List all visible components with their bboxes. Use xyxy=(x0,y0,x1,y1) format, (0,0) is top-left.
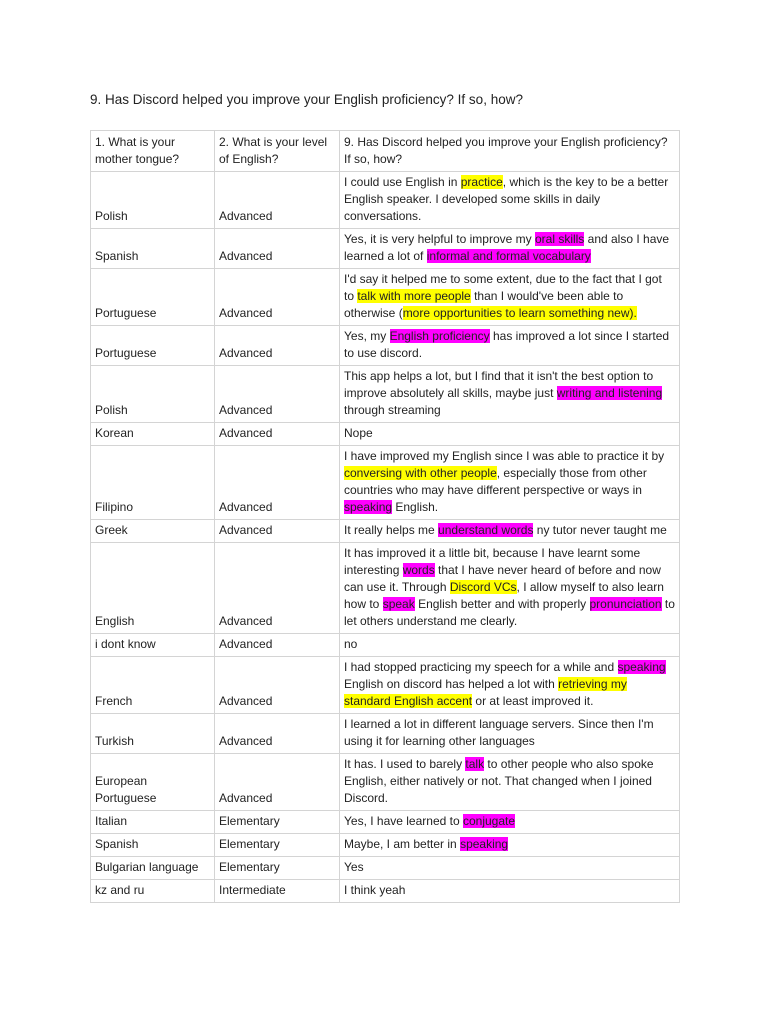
highlight-magenta: writing and listening xyxy=(556,386,663,400)
table-row xyxy=(91,366,680,423)
table-row xyxy=(91,229,680,269)
answer-text: , especially those from other countries who may have different perspective or ways in xyxy=(344,466,647,497)
table-row xyxy=(91,446,680,520)
answer-cell xyxy=(340,543,680,634)
table-row xyxy=(91,811,680,834)
survey-table-body xyxy=(91,131,680,903)
highlight-yellow: more opportunities to learn something new). xyxy=(402,306,637,320)
answer-text: I think yeah xyxy=(344,883,406,897)
highlight-magenta: conjugate xyxy=(462,814,516,828)
answer-cell xyxy=(340,423,680,446)
answer-text: has improved a lot since I started to use discord. xyxy=(344,329,670,360)
answer-text: to other people who also spoke English, either natively or not. That changed when I joined Discord. xyxy=(344,757,654,805)
header-discord-question: 9. Has Discord helped you improve your English proficiency? If so, how? xyxy=(340,131,680,172)
answer-text: than I would've been able to otherwise ( xyxy=(344,289,624,320)
mother-tongue-cell: Turkish xyxy=(91,714,215,754)
english-level-cell: Elementary xyxy=(215,834,340,857)
highlight-magenta: talk xyxy=(465,757,485,771)
page-title: 9. Has Discord helped you improve your English proficiency? If so, how? xyxy=(90,92,523,107)
mother-tongue-cell: European Portuguese xyxy=(91,754,215,811)
highlight-yellow: retrieving my standard English accent xyxy=(344,677,627,708)
answer-text: Yes, it is very helpful to improve my xyxy=(344,232,535,246)
english-level-cell: Advanced xyxy=(215,657,340,714)
answer-text: Maybe, I am better in xyxy=(344,837,461,851)
answer-text: I'd say it helped me to some extent, due to the fact that I got to xyxy=(344,272,662,303)
answer-text: and also I have learned a lot of xyxy=(344,232,670,263)
answer-cell xyxy=(340,811,680,834)
answer-text: Yes xyxy=(344,860,364,874)
answer-cell xyxy=(340,229,680,269)
english-level-cell: Advanced xyxy=(215,634,340,657)
table-row xyxy=(91,423,680,446)
answer-text: English better and with properly xyxy=(414,597,590,611)
highlight-magenta: speak xyxy=(382,597,415,611)
answer-cell xyxy=(340,446,680,520)
highlight-magenta: words xyxy=(402,563,435,577)
table-row xyxy=(91,172,680,229)
answer-text: Yes, my xyxy=(344,329,390,343)
english-level-cell: Advanced xyxy=(215,172,340,229)
mother-tongue-cell: Portuguese xyxy=(91,269,215,326)
mother-tongue-cell: Italian xyxy=(91,811,215,834)
table-row xyxy=(91,754,680,811)
answer-cell xyxy=(340,269,680,326)
highlight-magenta: informal and formal vocabulary xyxy=(426,249,591,263)
english-level-cell: Advanced xyxy=(215,754,340,811)
english-level-cell: Elementary xyxy=(215,811,340,834)
answer-text: through streaming xyxy=(344,403,441,417)
answer-text: or at least improved it. xyxy=(472,694,594,708)
mother-tongue-cell: Filipino xyxy=(91,446,215,520)
highlight-yellow: practice xyxy=(460,175,503,189)
answer-cell xyxy=(340,857,680,880)
highlight-magenta: speaking xyxy=(460,837,509,851)
english-level-cell: Advanced xyxy=(215,269,340,326)
english-level-cell: Advanced xyxy=(215,520,340,543)
mother-tongue-cell: English xyxy=(91,543,215,634)
highlight-yellow: conversing with other people xyxy=(344,466,497,480)
answer-text: It really helps me xyxy=(344,523,439,537)
highlight-magenta: speaking xyxy=(344,500,393,514)
mother-tongue-cell: French xyxy=(91,657,215,714)
answer-cell xyxy=(340,880,680,903)
header-english-level: 2. What is your level of English? xyxy=(215,131,340,172)
answer-text: It has improved it a little bit, because I have learnt some interesting xyxy=(344,546,641,577)
answer-text: English on discord has helped a lot with xyxy=(344,677,559,691)
highlight-magenta: understand words xyxy=(438,523,534,537)
answer-text: ny tutor never taught me xyxy=(533,523,667,537)
header-mother-tongue: 1. What is your mother tongue? xyxy=(91,131,215,172)
table-row xyxy=(91,857,680,880)
mother-tongue-cell: Portuguese xyxy=(91,326,215,366)
answer-text: Nope xyxy=(344,426,373,440)
table-row xyxy=(91,880,680,903)
mother-tongue-cell: i dont know xyxy=(91,634,215,657)
answer-text: I could use English in xyxy=(344,175,461,189)
answer-text: that I have never heard of before and now can use it. Through xyxy=(344,563,661,594)
answer-text: Yes, I have learned to xyxy=(344,814,463,828)
english-level-cell: Intermediate xyxy=(215,880,340,903)
mother-tongue-cell: Greek xyxy=(91,520,215,543)
answer-text: , which is the key to be a better English speaker. I developed some skills in daily conversations. xyxy=(344,175,669,223)
english-level-cell: Elementary xyxy=(215,857,340,880)
mother-tongue-cell: kz and ru xyxy=(91,880,215,903)
table-row xyxy=(91,520,680,543)
mother-tongue-cell: Spanish xyxy=(91,229,215,269)
table-row xyxy=(91,269,680,326)
table-row xyxy=(91,714,680,754)
highlight-magenta: pronunciation xyxy=(589,597,662,611)
table-header-row xyxy=(91,131,680,172)
english-level-cell: Advanced xyxy=(215,326,340,366)
answer-text: I learned a lot in different language servers. Since then I'm using it for learning other languages xyxy=(344,717,654,748)
english-level-cell: Advanced xyxy=(215,714,340,754)
survey-table xyxy=(90,130,680,903)
answer-text: It has. I used to barely xyxy=(344,757,466,771)
answer-text: I had stopped practicing my speech for a while and xyxy=(344,660,618,674)
answer-text: English. xyxy=(392,500,439,514)
table-row xyxy=(91,543,680,634)
answer-cell xyxy=(340,326,680,366)
english-level-cell: Advanced xyxy=(215,543,340,634)
answer-cell xyxy=(340,834,680,857)
highlight-magenta: speaking xyxy=(617,660,666,674)
table-row xyxy=(91,657,680,714)
mother-tongue-cell: Polish xyxy=(91,366,215,423)
answer-cell xyxy=(340,172,680,229)
answer-cell xyxy=(340,754,680,811)
table-row xyxy=(91,634,680,657)
english-level-cell: Advanced xyxy=(215,366,340,423)
english-level-cell: Advanced xyxy=(215,229,340,269)
english-level-cell: Advanced xyxy=(215,446,340,520)
highlight-yellow: Discord VCs xyxy=(449,580,517,594)
table-row xyxy=(91,834,680,857)
answer-text: to let others understand me clearly. xyxy=(344,597,675,628)
answer-cell xyxy=(340,366,680,423)
answer-text: This app helps a lot, but I find that it isn't the best option to improve absolutely all skills, maybe just xyxy=(344,369,654,400)
answer-cell xyxy=(340,657,680,714)
mother-tongue-cell: Spanish xyxy=(91,834,215,857)
answer-text: , I allow myself to also learn how to xyxy=(344,580,664,611)
answer-cell xyxy=(340,634,680,657)
mother-tongue-cell: Korean xyxy=(91,423,215,446)
highlight-magenta: English proficiency xyxy=(389,329,490,343)
highlight-magenta: oral skills xyxy=(534,232,585,246)
answer-text: I have improved my English since I was able to practice it by xyxy=(344,449,665,463)
mother-tongue-cell: Bulgarian language xyxy=(91,857,215,880)
answer-cell xyxy=(340,714,680,754)
mother-tongue-cell: Polish xyxy=(91,172,215,229)
english-level-cell: Advanced xyxy=(215,423,340,446)
answer-cell xyxy=(340,520,680,543)
highlight-yellow: talk with more people xyxy=(357,289,471,303)
answer-text: no xyxy=(344,637,358,651)
table-row xyxy=(91,326,680,366)
